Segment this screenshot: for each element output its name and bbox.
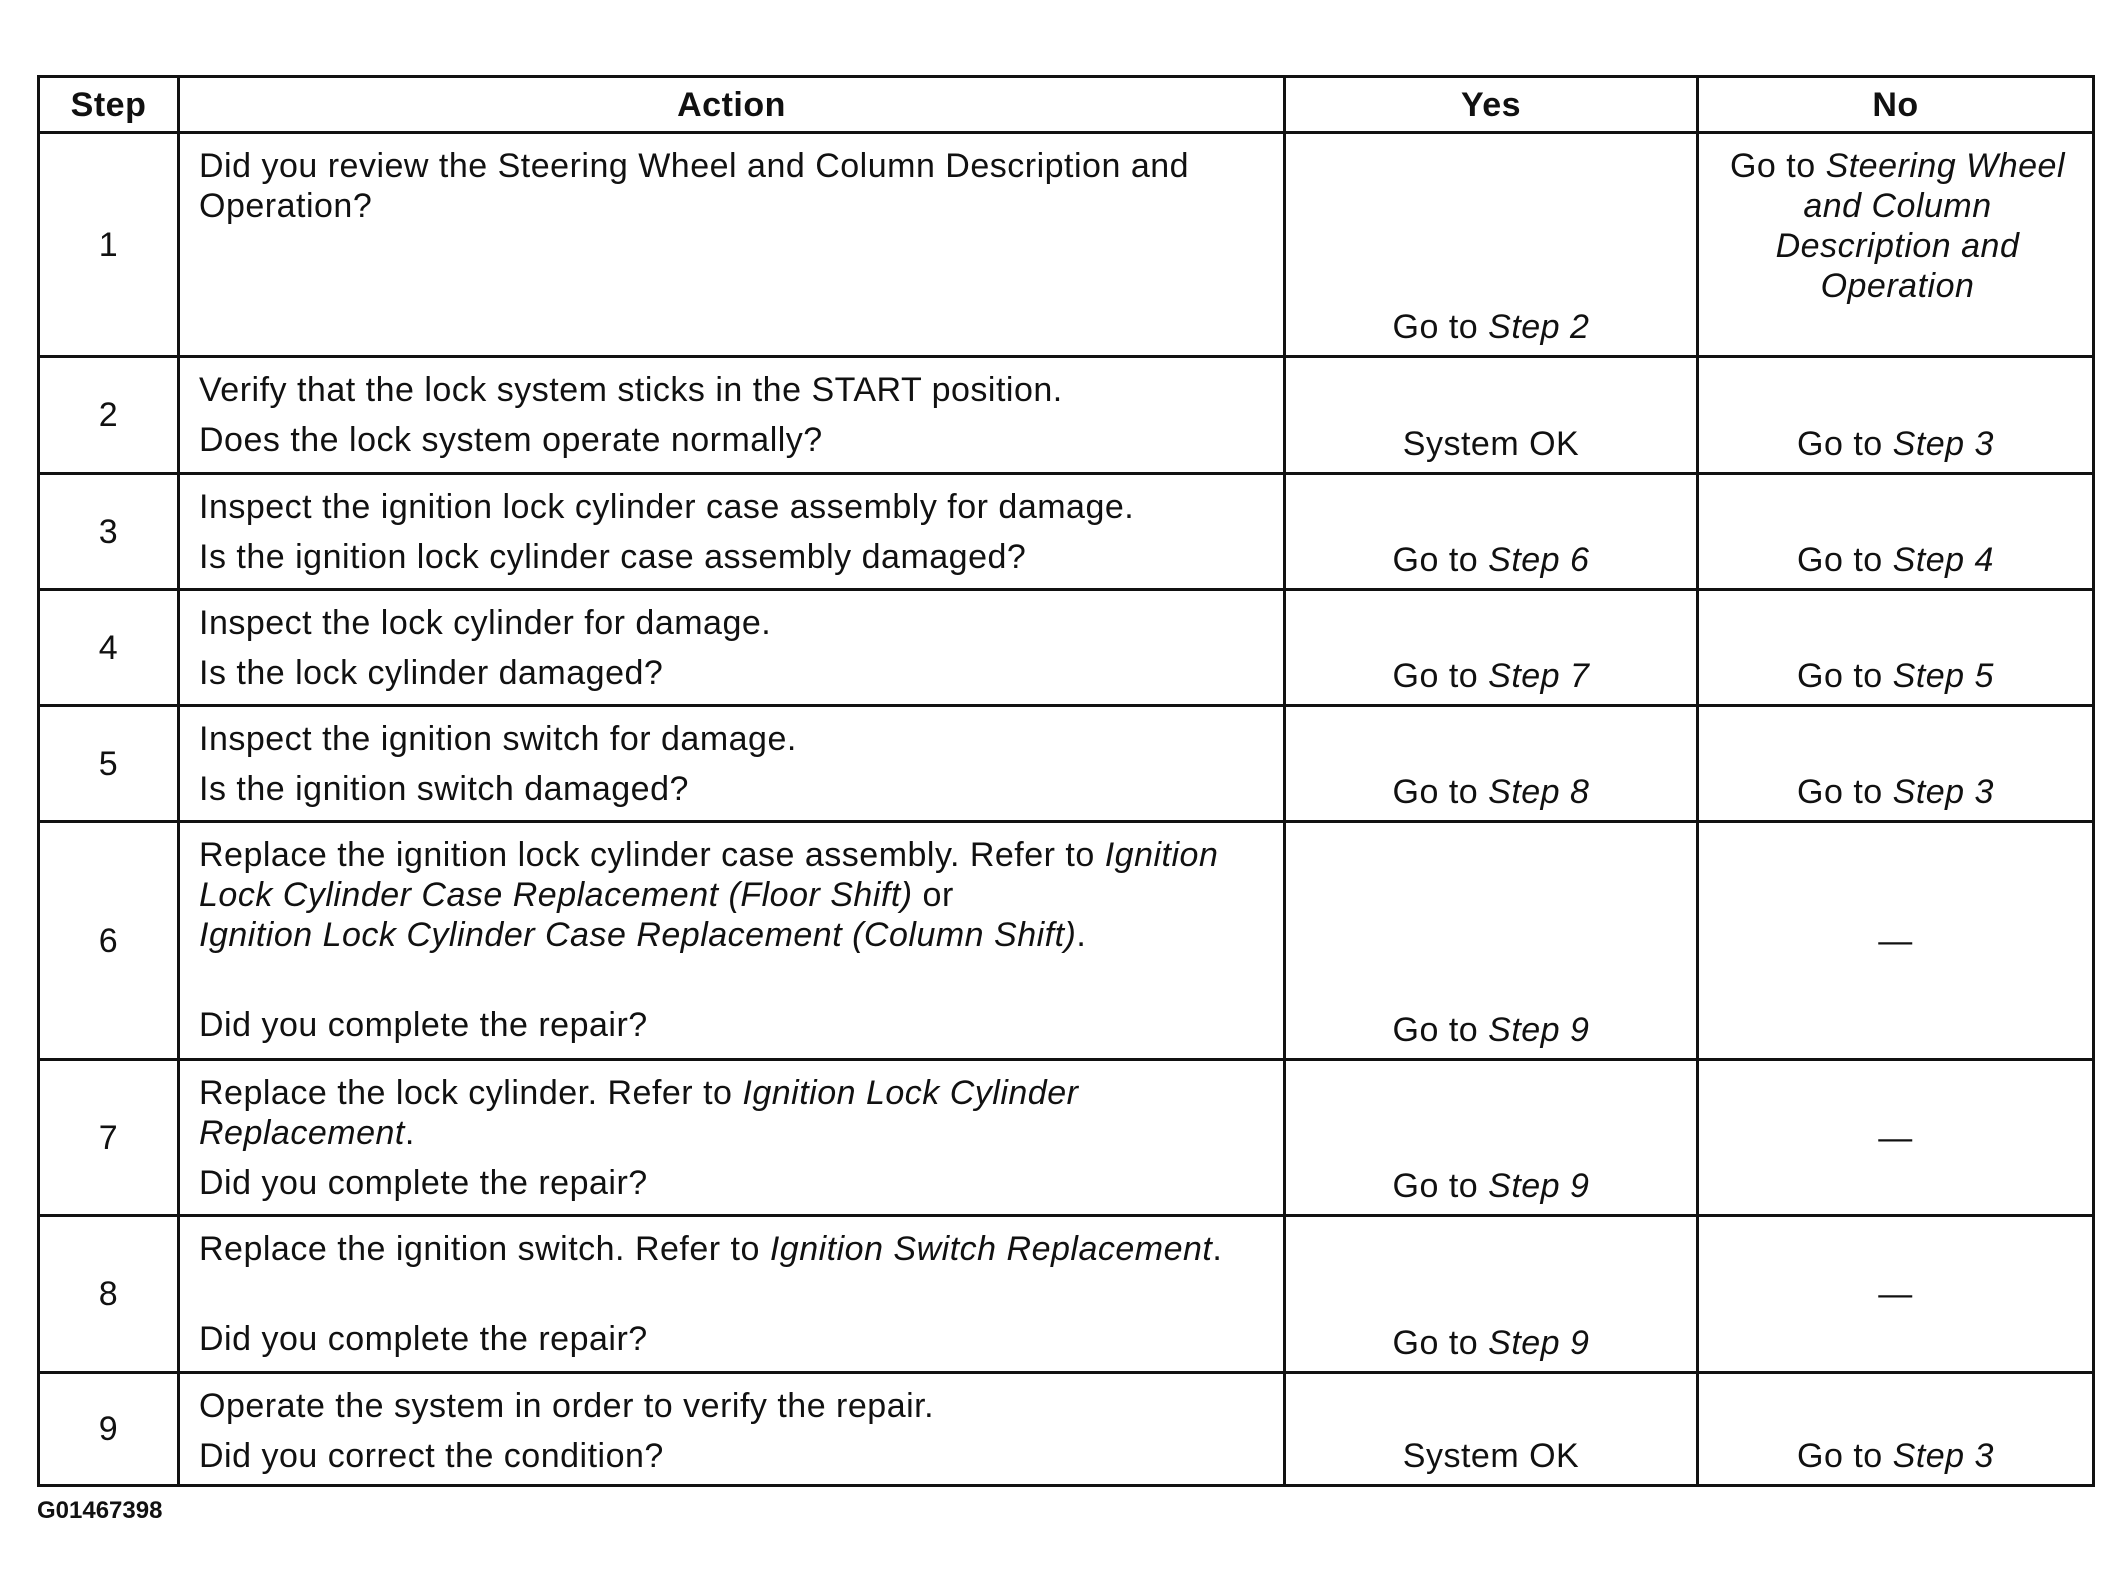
action-cell xyxy=(179,1060,1285,1216)
action-question: Does the lock system operate normally? xyxy=(199,421,823,459)
header-no: No xyxy=(1698,77,2094,133)
header-step: Step xyxy=(39,77,179,133)
header-yes: Yes xyxy=(1285,77,1698,133)
action-cell xyxy=(179,1216,1285,1373)
no-prefix: Go to xyxy=(1797,773,1893,811)
yes-cell: System OK xyxy=(1285,357,1698,474)
yes-prefix: Go to xyxy=(1392,657,1489,695)
step-number: 1 xyxy=(39,133,179,357)
diagnostic-table xyxy=(37,75,2095,1487)
no-ref: Step 3 xyxy=(1892,1437,1994,1475)
figure-id: G01467398 xyxy=(37,1497,163,1524)
table-row xyxy=(39,133,2094,357)
step-number: 4 xyxy=(39,590,179,706)
action-ref: Ignition Lock Cylinder Replacement xyxy=(199,1074,1079,1152)
action-ref: Ignition Lock Cylinder Case Replacement (Column Shift) xyxy=(199,916,1077,954)
action-question: Is the ignition lock cylinder case assembly damaged? xyxy=(199,538,1027,576)
header-row xyxy=(39,77,2094,133)
no-cell xyxy=(1698,474,2094,590)
no-cell xyxy=(1698,357,2094,474)
action-text: Did you review the Steering Wheel and Column Description and Operation? xyxy=(199,147,1190,225)
yes-ref: Step 2 xyxy=(1488,308,1590,346)
table-row xyxy=(39,1060,2094,1216)
yes-ref: Step 8 xyxy=(1488,773,1590,811)
action-text: Operate the system in order to verify the repair. xyxy=(199,1387,935,1425)
table-row xyxy=(39,1216,2094,1373)
yes-ref: Step 6 xyxy=(1488,541,1590,579)
step-number: 3 xyxy=(39,474,179,590)
action-question: Is the lock cylinder damaged? xyxy=(199,654,664,692)
yes-prefix: Go to xyxy=(1392,773,1489,811)
action-ref: Ignition Lock Cylinder Case Replacement (Floor Shift) xyxy=(199,836,1219,914)
action-text: Inspect the ignition switch for damage. xyxy=(199,720,797,758)
no-prefix: Go to xyxy=(1797,425,1893,463)
yes-cell xyxy=(1285,1216,1698,1373)
table-row xyxy=(39,1373,2094,1486)
no-ref: Step 4 xyxy=(1892,541,1994,579)
no-ref: Step 3 xyxy=(1892,425,1994,463)
action-cell xyxy=(179,133,1285,357)
no-cell xyxy=(1698,706,2094,822)
no-cell: — xyxy=(1698,1216,2094,1373)
action-text: Inspect the lock cylinder for damage. xyxy=(199,604,772,642)
step-number: 7 xyxy=(39,1060,179,1216)
yes-cell: System OK xyxy=(1285,1373,1698,1486)
no-prefix: Go to xyxy=(1797,1437,1893,1475)
yes-cell xyxy=(1285,474,1698,590)
no-cell xyxy=(1698,1373,2094,1486)
yes-ref: Step 9 xyxy=(1488,1324,1590,1362)
no-cell: — xyxy=(1698,822,2094,1060)
action-question: Did you complete the repair? xyxy=(199,1006,648,1044)
yes-cell xyxy=(1285,590,1698,706)
no-prefix: Go to xyxy=(1797,541,1893,579)
action-cell xyxy=(179,357,1285,474)
yes-ref: Step 9 xyxy=(1488,1011,1590,1049)
step-number: 6 xyxy=(39,822,179,1060)
action-cell xyxy=(179,1373,1285,1486)
yes-prefix: Go to xyxy=(1392,1167,1489,1205)
yes-ref: Step 7 xyxy=(1488,657,1590,695)
yes-prefix: Go to xyxy=(1392,541,1489,579)
table-row xyxy=(39,357,2094,474)
yes-cell xyxy=(1285,706,1698,822)
action-text: Replace the lock cylinder. Refer to Ignition Lock Cylinder Replacement. xyxy=(199,1074,1079,1152)
table-row xyxy=(39,706,2094,822)
action-question: Did you correct the condition? xyxy=(199,1437,664,1475)
action-text: Replace the ignition lock cylinder case assembly. Refer to Ignition Lock Cylinder Case Replacement (Floor Shift) or Ignition Lock Cylinder Case Replacement (Column Shift). xyxy=(199,836,1219,954)
action-text: Replace the ignition switch. Refer to Ignition Switch Replacement. xyxy=(199,1230,1223,1268)
no-prefix: Go to xyxy=(1729,147,1826,185)
step-number: 9 xyxy=(39,1373,179,1486)
action-cell xyxy=(179,822,1285,1060)
action-cell xyxy=(179,706,1285,822)
yes-prefix: Go to xyxy=(1392,1011,1489,1049)
table-row xyxy=(39,590,2094,706)
no-ref: Step 3 xyxy=(1892,773,1994,811)
header-action: Action xyxy=(179,77,1285,133)
action-question: Is the ignition switch damaged? xyxy=(199,770,689,808)
action-cell xyxy=(179,474,1285,590)
yes-cell xyxy=(1285,1060,1698,1216)
step-number: 5 xyxy=(39,706,179,822)
table-row xyxy=(39,474,2094,590)
table-row xyxy=(39,822,2094,1060)
yes-cell xyxy=(1285,822,1698,1060)
yes-cell xyxy=(1285,133,1698,357)
action-question: Did you complete the repair? xyxy=(199,1320,648,1358)
action-text: Inspect the ignition lock cylinder case assembly for damage. xyxy=(199,488,1135,526)
no-ref: Step 5 xyxy=(1892,657,1994,695)
yes-prefix: Go to xyxy=(1392,1324,1489,1362)
yes-prefix: Go to xyxy=(1392,308,1489,346)
action-text: Verify that the lock system sticks in the START position. xyxy=(199,371,1063,409)
no-prefix: Go to xyxy=(1797,657,1893,695)
no-ref: Steering Wheel and Column Description and Operation xyxy=(1775,147,2066,305)
no-cell xyxy=(1698,133,2094,357)
no-cell xyxy=(1698,590,2094,706)
action-ref: Ignition Switch Replacement xyxy=(769,1230,1213,1268)
action-question: Did you complete the repair? xyxy=(199,1164,648,1202)
yes-ref: Step 9 xyxy=(1488,1167,1590,1205)
action-cell xyxy=(179,590,1285,706)
step-number: 2 xyxy=(39,357,179,474)
no-cell: — xyxy=(1698,1060,2094,1216)
step-number: 8 xyxy=(39,1216,179,1373)
